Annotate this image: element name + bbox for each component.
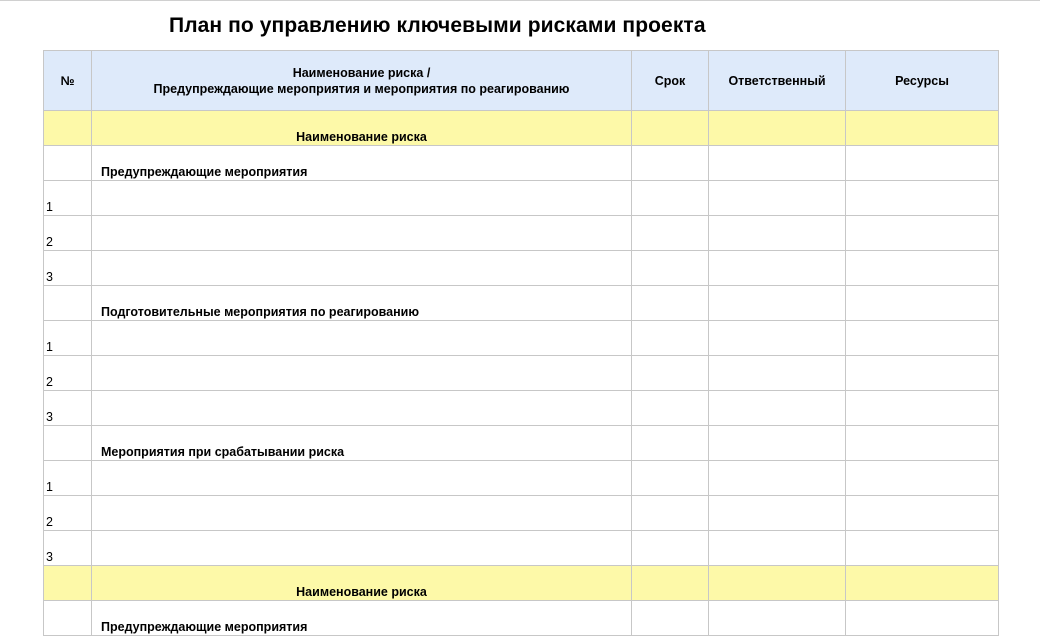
table-row xyxy=(44,356,999,391)
cell[interactable] xyxy=(632,111,709,146)
cell[interactable] xyxy=(44,286,92,321)
cell[interactable] xyxy=(92,181,632,216)
table-row xyxy=(44,391,999,426)
row-number[interactable]: 3 xyxy=(44,251,92,286)
cell[interactable] xyxy=(709,461,846,496)
page-title: План по управлению ключевыми рисками проекта xyxy=(169,14,706,37)
risk-row xyxy=(44,111,999,146)
cell[interactable] xyxy=(92,251,632,286)
cell[interactable] xyxy=(709,146,846,181)
cell[interactable] xyxy=(709,391,846,426)
cell[interactable] xyxy=(44,426,92,461)
cell[interactable] xyxy=(632,286,709,321)
cell[interactable] xyxy=(846,111,999,146)
cell[interactable] xyxy=(632,216,709,251)
cell[interactable] xyxy=(709,181,846,216)
cell[interactable] xyxy=(632,356,709,391)
table-row xyxy=(44,496,999,531)
section-row xyxy=(44,426,999,461)
section-row xyxy=(44,286,999,321)
cell[interactable] xyxy=(709,286,846,321)
cell[interactable] xyxy=(44,111,92,146)
header-term: Срок xyxy=(632,51,709,111)
header-responsible: Ответственный xyxy=(709,51,846,111)
cell[interactable] xyxy=(846,601,999,636)
cell[interactable] xyxy=(632,251,709,286)
cell[interactable] xyxy=(709,111,846,146)
header-name-line1: Наименование риска / xyxy=(292,65,431,80)
table-row xyxy=(44,461,999,496)
cell[interactable] xyxy=(92,356,632,391)
cell[interactable] xyxy=(92,391,632,426)
table-row xyxy=(44,531,999,566)
cell[interactable] xyxy=(846,461,999,496)
header-name-line2: Предупреждающие мероприятия и мероприятия по реагированию xyxy=(153,81,570,96)
cell[interactable] xyxy=(632,321,709,356)
cell[interactable] xyxy=(846,181,999,216)
header-resources: Ресурсы xyxy=(846,51,999,111)
cell[interactable] xyxy=(632,146,709,181)
cell[interactable] xyxy=(632,426,709,461)
section-row xyxy=(44,601,999,636)
cell[interactable] xyxy=(632,531,709,566)
cell[interactable] xyxy=(846,531,999,566)
section-label[interactable]: Подготовительные мероприятия по реагированию xyxy=(92,286,632,321)
cell[interactable] xyxy=(709,251,846,286)
table-row xyxy=(44,251,999,286)
cell[interactable] xyxy=(846,426,999,461)
section-label[interactable]: Предупреждающие мероприятия xyxy=(92,146,632,181)
cell[interactable] xyxy=(632,391,709,426)
row-number[interactable]: 3 xyxy=(44,531,92,566)
cell[interactable] xyxy=(709,426,846,461)
cell[interactable] xyxy=(92,216,632,251)
section-row xyxy=(44,146,999,181)
row-number[interactable]: 1 xyxy=(44,181,92,216)
row-number[interactable]: 1 xyxy=(44,321,92,356)
row-number[interactable]: 2 xyxy=(44,216,92,251)
cell[interactable] xyxy=(846,251,999,286)
cell[interactable] xyxy=(709,321,846,356)
table-row xyxy=(44,181,999,216)
cell[interactable] xyxy=(846,566,999,601)
cell[interactable] xyxy=(846,216,999,251)
row-number[interactable]: 2 xyxy=(44,496,92,531)
cell[interactable] xyxy=(632,601,709,636)
risk-row xyxy=(44,566,999,601)
risk-plan-table xyxy=(43,50,999,636)
cell[interactable] xyxy=(846,321,999,356)
cell[interactable] xyxy=(709,496,846,531)
risk-name-cell[interactable]: Наименование риска xyxy=(92,111,632,146)
cell[interactable] xyxy=(846,286,999,321)
row-number[interactable]: 1 xyxy=(44,461,92,496)
table-header-row xyxy=(44,51,999,111)
cell[interactable] xyxy=(709,356,846,391)
cell[interactable] xyxy=(92,461,632,496)
table-row xyxy=(44,216,999,251)
cell[interactable] xyxy=(709,216,846,251)
row-number[interactable]: 3 xyxy=(44,391,92,426)
cell[interactable] xyxy=(709,566,846,601)
cell[interactable] xyxy=(632,461,709,496)
cell[interactable] xyxy=(709,531,846,566)
top-divider xyxy=(0,0,1040,1)
cell[interactable] xyxy=(846,391,999,426)
cell[interactable] xyxy=(846,146,999,181)
cell[interactable] xyxy=(92,496,632,531)
cell[interactable] xyxy=(92,531,632,566)
table-row xyxy=(44,321,999,356)
cell[interactable] xyxy=(92,321,632,356)
cell[interactable] xyxy=(709,601,846,636)
cell[interactable] xyxy=(632,496,709,531)
header-number: № xyxy=(44,51,92,111)
cell[interactable] xyxy=(632,566,709,601)
section-label[interactable]: Мероприятия при срабатывании риска xyxy=(92,426,632,461)
cell[interactable] xyxy=(44,146,92,181)
row-number[interactable]: 2 xyxy=(44,356,92,391)
cell[interactable] xyxy=(846,356,999,391)
cell[interactable] xyxy=(632,181,709,216)
cell[interactable] xyxy=(44,566,92,601)
cell[interactable] xyxy=(44,601,92,636)
header-name xyxy=(92,51,632,111)
cell[interactable] xyxy=(846,496,999,531)
risk-name-cell[interactable]: Наименование риска xyxy=(92,566,632,601)
section-label[interactable]: Предупреждающие мероприятия xyxy=(92,601,632,636)
